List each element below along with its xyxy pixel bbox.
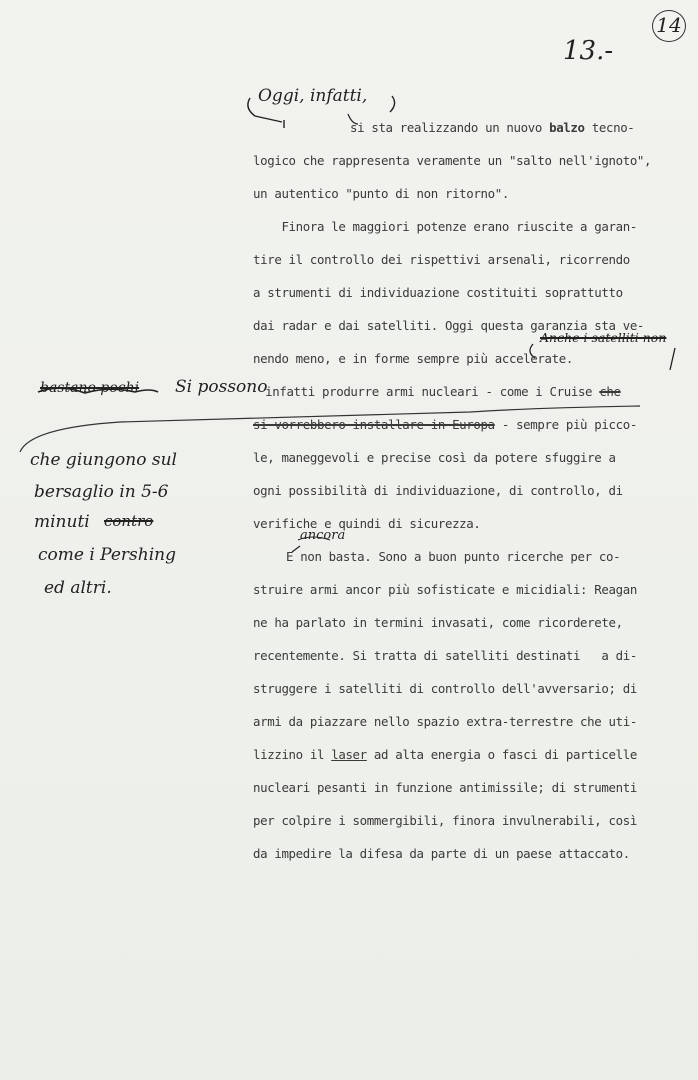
body-line-6: a strumenti di individuazione costituiti soprattutto	[253, 285, 623, 300]
insert-ancora: ancora	[300, 528, 346, 543]
body-line-19: armi da piazzare nello spazio extra-terrestre che uti-	[253, 714, 637, 729]
body-line-11: le, maneggevoli e precise così da potere sfuggire a	[253, 450, 616, 465]
body-text: si sta realizzando un nuovo	[350, 120, 550, 135]
body-text: non basta. Sono a buon punto ricerche per co-	[300, 549, 621, 564]
body-line-1	[350, 120, 634, 136]
struck-clause: si vorrebbero installare in Europa	[253, 417, 495, 432]
margin-note-line-3: minuti	[34, 512, 90, 532]
body-line-18: struggere i satelliti di controllo dell'avversario; di	[253, 681, 637, 696]
body-text: infatti produrre armi nucleari - come i Cruise	[258, 384, 600, 399]
body-text: lizzino il	[253, 747, 332, 762]
body-line-14	[286, 549, 620, 565]
body-line-9	[258, 384, 621, 400]
struck-che: che	[599, 384, 621, 399]
body-text: tecno-	[584, 120, 635, 135]
struck-bastano-pochi: bastano pochi	[40, 380, 140, 396]
body-line-16: ne ha parlato in termini invasati, come ricorderete,	[253, 615, 623, 630]
body-line-17: recentemente. Si tratta di satelliti destinati a di-	[253, 648, 637, 663]
insert-si-possono: Si possono	[175, 377, 268, 397]
body-line-15: struire armi ancor più sofisticate e micidiali: Reagan	[253, 582, 637, 597]
margin-note-struck: contro	[104, 512, 154, 530]
body-line-3: un autentico "punto di non ritorno".	[253, 186, 509, 201]
word-balzo: balzo	[549, 120, 585, 135]
insert-oggi-infatti: Oggi, infatti,	[258, 86, 368, 106]
body-text: ad alta energia o fasci di particelle	[366, 747, 637, 762]
body-line-5: tire il controllo dei rispettivi arsenali, ricorrendo	[253, 252, 630, 267]
circled-page-number: 14	[652, 10, 686, 42]
body-line-20	[253, 747, 637, 763]
body-line-4: Finora le maggiori potenze erano riuscite a garan-	[253, 219, 637, 234]
body-text: E	[286, 549, 301, 564]
body-line-8: nendo meno, e in forme sempre più accelerate.	[253, 351, 573, 366]
body-line-23: da impedire la difesa da parte di un paese attaccato.	[253, 846, 630, 861]
body-line-21: nucleari pesanti in funzione antimissile; di strumenti	[253, 780, 637, 795]
word-laser: laser	[331, 747, 367, 762]
body-line-12: ogni possibilità di individuazione, di controllo, di	[253, 483, 623, 498]
body-line-7: dai radar e dai satelliti. Oggi questa garanzia sta ve-	[253, 318, 645, 333]
insert-tail-right	[670, 348, 675, 370]
margin-note-line-5: ed altri.	[44, 578, 112, 598]
margin-note-line-2: bersaglio in 5-6	[34, 482, 169, 502]
insert-bracket-top-right	[390, 96, 395, 112]
body-line-2: logico che rappresenta veramente un "salto nell'ignoto",	[253, 153, 652, 168]
insert-anche-i-satelliti: Anche i satelliti non	[540, 330, 667, 345]
body-line-13: verifiche e quindi di sicurezza.	[253, 516, 481, 531]
margin-note-line-1: che giungono sul	[30, 450, 177, 470]
body-line-10	[253, 417, 637, 433]
body-text: - sempre più picco-	[494, 417, 637, 432]
body-line-22: per colpire i sommergibili, finora invulnerabili, così	[253, 813, 637, 828]
page-number: 13.-	[563, 36, 614, 66]
margin-note-line-4: come i Pershing	[38, 545, 176, 565]
